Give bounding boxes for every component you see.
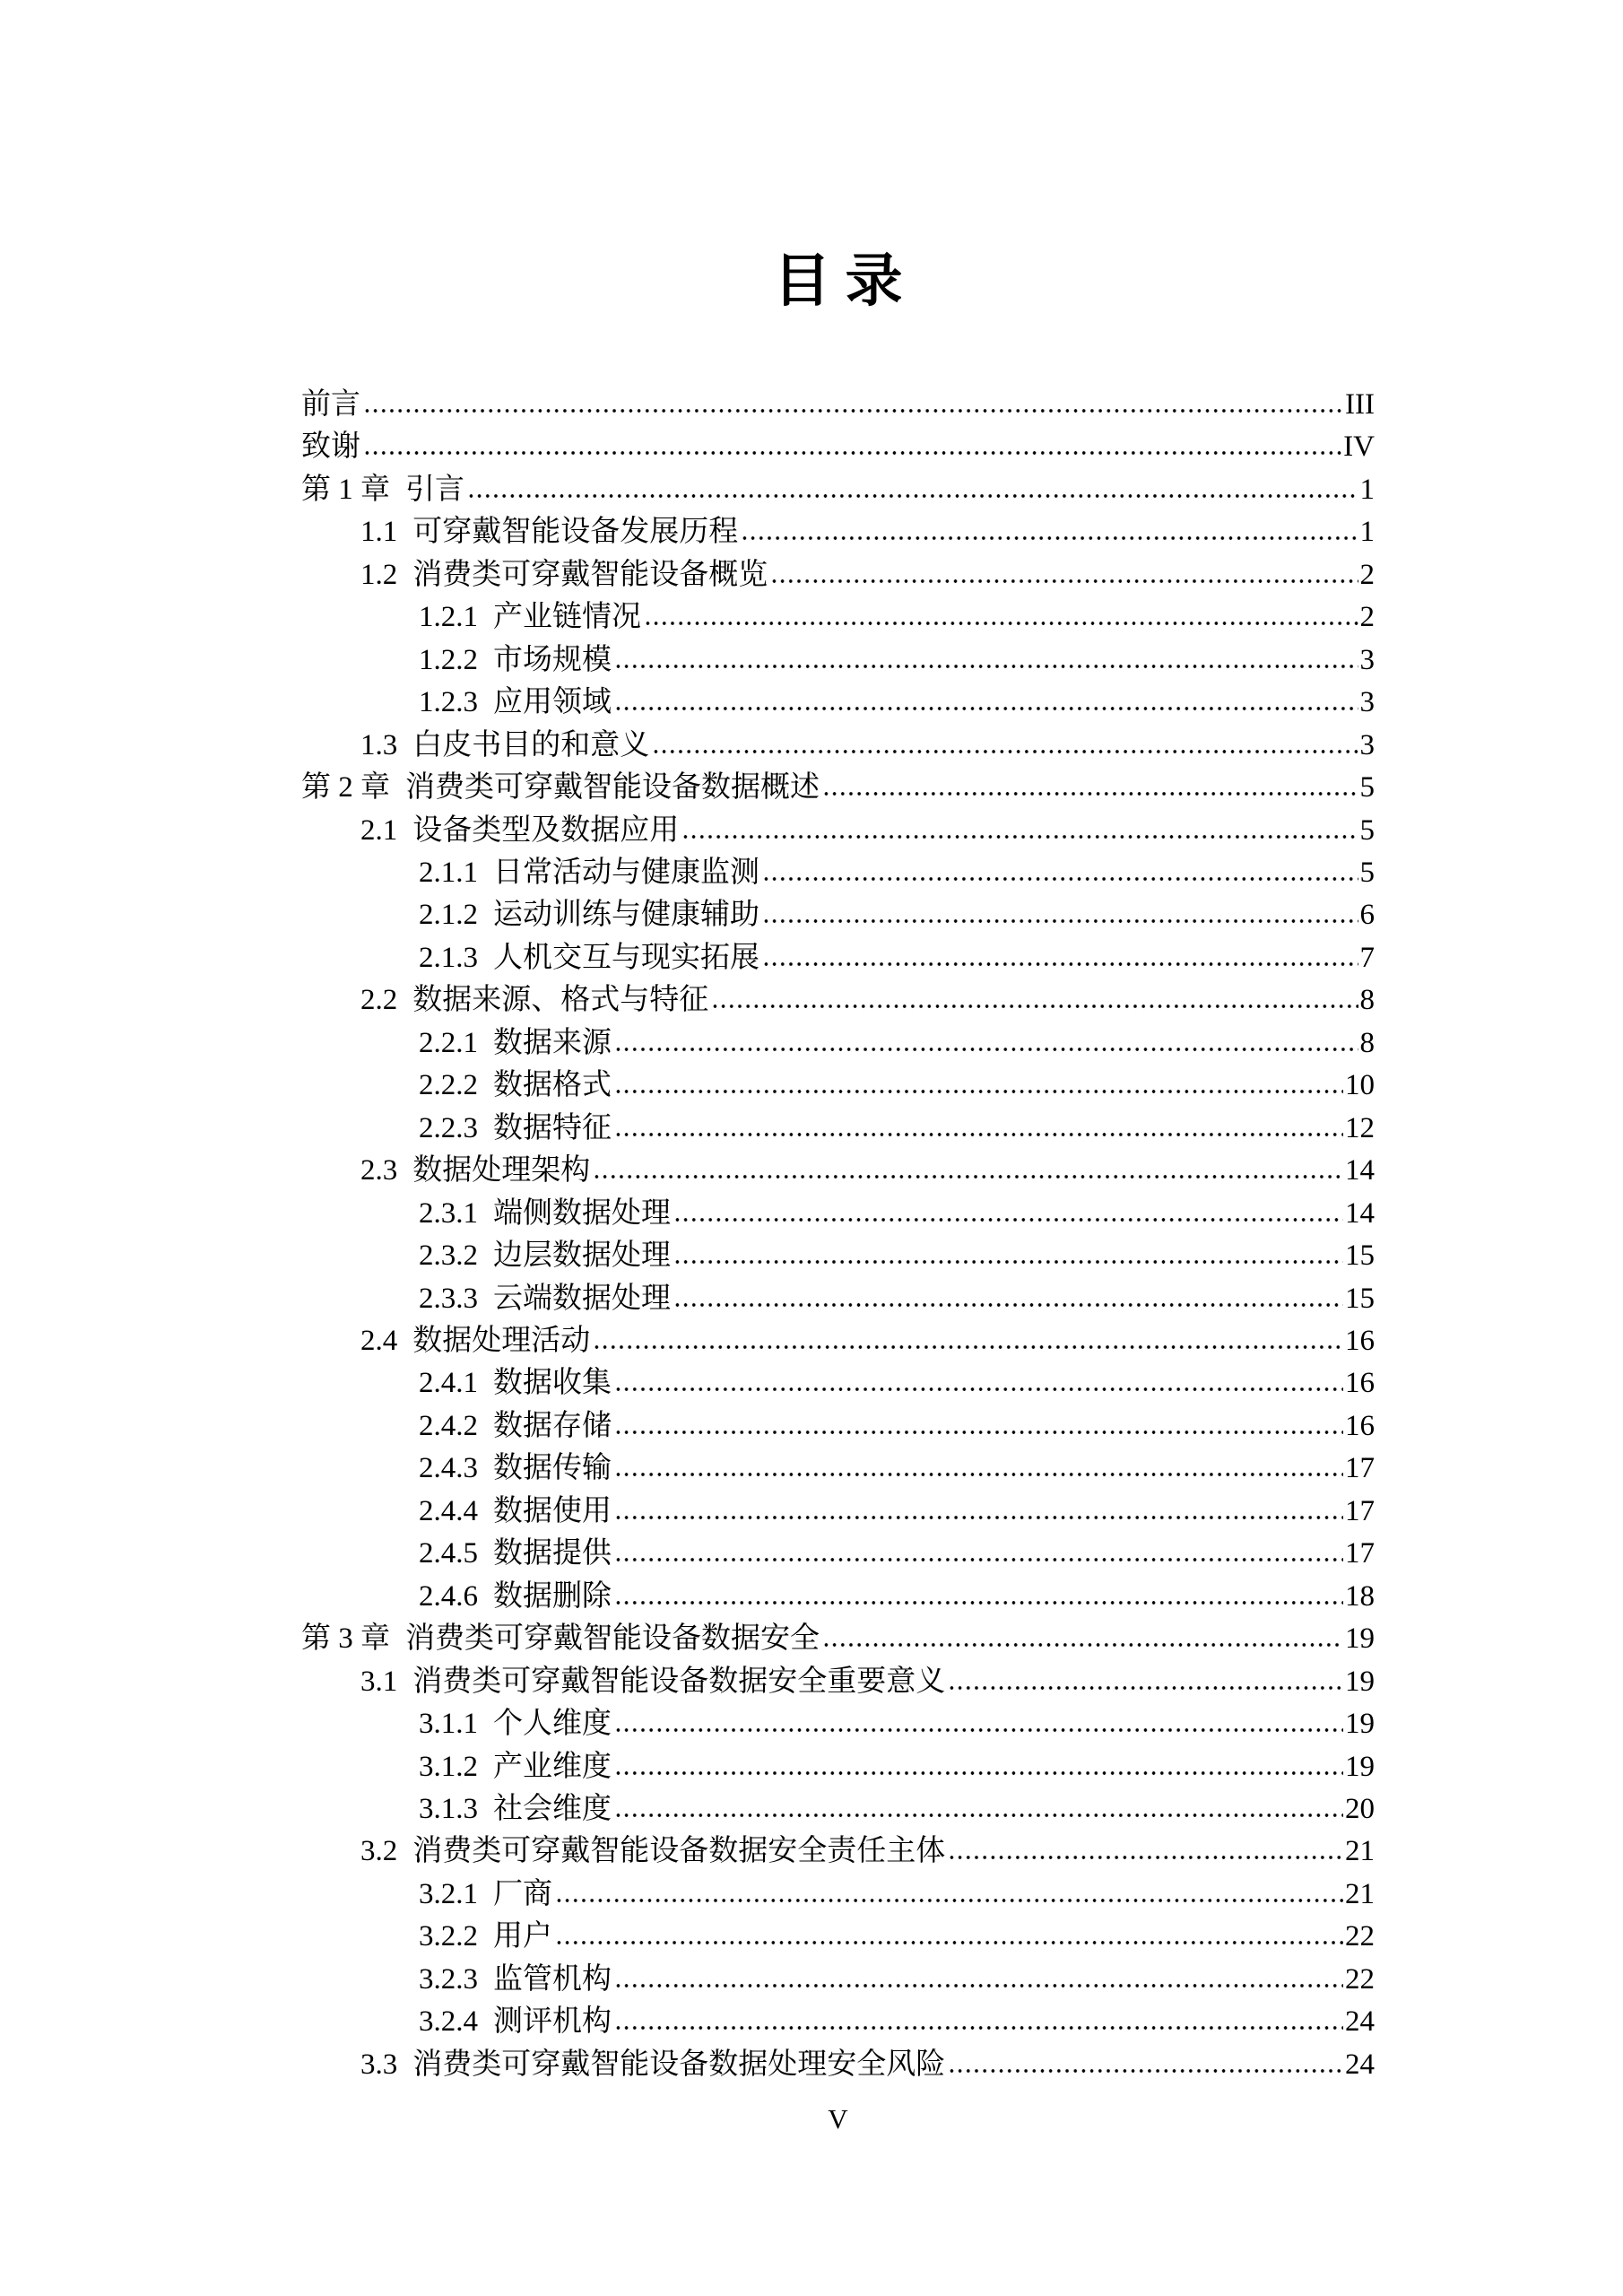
toc-entry-page: 20 — [1345, 1792, 1375, 1825]
dot-leader — [616, 2025, 1343, 2031]
toc-entry-page: 14 — [1345, 1196, 1375, 1230]
dot-leader — [616, 1472, 1343, 1477]
toc-entry-title: 数据处理架构 — [412, 1154, 591, 1187]
toc-entry-title: 可穿戴智能设备发展历程 — [412, 516, 739, 549]
toc-entry-page: 15 — [1345, 1239, 1375, 1273]
dot-leader — [469, 493, 1358, 499]
toc-entry-page: 1 — [1359, 516, 1375, 549]
toc-entry[interactable] — [301, 1576, 1375, 1618]
toc-entry-page: 5 — [1359, 856, 1375, 889]
toc-entry-number: 2.4.6 — [419, 1579, 478, 1613]
toc-entry[interactable] — [301, 1491, 1375, 1533]
dot-leader — [950, 1685, 1343, 1691]
toc-entry[interactable] — [301, 554, 1375, 596]
toc-entry[interactable] — [301, 1959, 1375, 2001]
toc-entry[interactable] — [301, 1193, 1375, 1235]
toc-entry-title: 数据收集 — [493, 1367, 612, 1400]
toc-entry-number: 2.3.2 — [419, 1239, 478, 1273]
dot-leader — [365, 408, 1343, 413]
toc-entry[interactable] — [301, 1661, 1375, 1703]
dot-leader — [772, 578, 1358, 584]
toc-entry-page: 6 — [1359, 899, 1375, 932]
dot-leader — [365, 450, 1341, 456]
toc-entry[interactable] — [301, 1320, 1375, 1362]
toc-entry-title: 数据处理活动 — [412, 1324, 591, 1357]
toc-entry[interactable] — [301, 2001, 1375, 2043]
toc-entry-number: 2.4.1 — [419, 1367, 478, 1400]
toc-entry[interactable] — [301, 426, 1375, 468]
page-title: 目录 — [773, 249, 917, 313]
toc-entry-title: 致谢 — [301, 430, 360, 464]
toc-entry-number: 2.4.2 — [419, 1409, 478, 1442]
toc-entry-title: 数据来源 — [493, 1026, 612, 1059]
toc-entry-number: 2.1 — [360, 813, 398, 847]
toc-entry-page: 21 — [1345, 1835, 1375, 1868]
toc-entry[interactable] — [301, 1788, 1375, 1831]
dot-leader — [616, 1430, 1343, 1435]
dot-leader — [654, 749, 1358, 754]
toc-entry-title: 应用领域 — [493, 686, 612, 719]
toc-entry-title: 监管机构 — [493, 1962, 612, 1996]
dot-leader — [557, 1898, 1343, 1903]
toc-entry-page: 2 — [1359, 601, 1375, 634]
toc-entry[interactable] — [301, 1405, 1375, 1448]
toc-entry-page: 8 — [1359, 984, 1375, 1017]
toc-entry-title: 数据存储 — [493, 1409, 612, 1442]
toc-entry-title: 消费类可穿戴智能设备数据安全重要意义 — [412, 1665, 946, 1698]
toc-entry-number: 2.2.3 — [419, 1111, 478, 1144]
toc-entry-number: 2.3.3 — [419, 1282, 478, 1315]
toc-entry-number: 3.1.3 — [419, 1792, 478, 1825]
toc-entry[interactable] — [301, 1150, 1375, 1192]
dot-leader — [675, 1217, 1343, 1222]
toc-entry-number: 1.1 — [360, 516, 398, 549]
toc-entry-number: 第 2 章 — [301, 771, 390, 804]
toc-entry[interactable] — [301, 1831, 1375, 1873]
toc-entry[interactable] — [301, 1278, 1375, 1320]
toc-entry-number: 2.1.2 — [419, 899, 478, 932]
toc-entry-page: 19 — [1345, 1665, 1375, 1698]
toc-entry-title: 引言 — [405, 473, 464, 506]
dot-leader — [616, 1600, 1343, 1605]
footer-page-number: V — [828, 2103, 848, 2135]
toc-entry-page: 22 — [1345, 1920, 1375, 1953]
toc-entry-title: 社会维度 — [493, 1792, 612, 1825]
toc-entry-number: 3.2 — [360, 1835, 398, 1868]
toc-entry[interactable] — [301, 1746, 1375, 1788]
toc-entry[interactable] — [301, 1362, 1375, 1405]
toc-entry[interactable] — [301, 1108, 1375, 1150]
toc-entry-number: 2.2.1 — [419, 1026, 478, 1059]
dot-leader — [616, 1770, 1343, 1776]
toc-entry-number: 1.2.3 — [419, 686, 478, 719]
toc-list — [301, 384, 1375, 2086]
toc-entry-number: 第 3 章 — [301, 1622, 390, 1656]
toc-entry-title: 用户 — [493, 1920, 552, 1953]
toc-entry[interactable] — [301, 1022, 1375, 1065]
toc-entry-page: 7 — [1359, 941, 1375, 974]
toc-entry-title: 市场规模 — [493, 643, 612, 676]
toc-entry-number: 2.1.3 — [419, 941, 478, 974]
toc-entry-title: 设备类型及数据应用 — [412, 813, 680, 847]
toc-entry-page: IV — [1343, 430, 1375, 464]
toc-entry[interactable] — [301, 894, 1375, 936]
toc-entry-page: 18 — [1345, 1579, 1375, 1613]
toc-entry[interactable] — [301, 979, 1375, 1022]
toc-entry-title: 消费类可穿戴智能设备数据处理安全风险 — [412, 2048, 946, 2081]
toc-entry-page: 3 — [1359, 643, 1375, 676]
dot-leader — [764, 918, 1358, 924]
toc-entry[interactable] — [301, 1448, 1375, 1490]
toc-entry[interactable] — [301, 767, 1375, 809]
toc-entry-page: 1 — [1359, 473, 1375, 506]
toc-entry-page: 12 — [1345, 1111, 1375, 1144]
toc-entry-number: 1.3 — [360, 728, 398, 761]
toc-entry-page: 3 — [1359, 728, 1375, 761]
toc-entry-number: 2.4.4 — [419, 1494, 478, 1527]
toc-entry-title: 云端数据处理 — [493, 1282, 671, 1315]
toc-entry-number: 2.2 — [360, 984, 398, 1017]
toc-entry-page: 8 — [1359, 1026, 1375, 1059]
toc-entry[interactable] — [301, 1916, 1375, 1958]
dot-leader — [950, 1855, 1343, 1860]
toc-entry[interactable] — [301, 1618, 1375, 1660]
dot-leader — [616, 1983, 1343, 1988]
toc-entry-page: 16 — [1345, 1324, 1375, 1357]
dot-leader — [616, 1387, 1343, 1392]
toc-entry-number: 2.4.3 — [419, 1452, 478, 1485]
toc-entry-title: 数据格式 — [493, 1069, 612, 1102]
toc-entry[interactable] — [301, 937, 1375, 979]
toc-entry[interactable] — [301, 725, 1375, 767]
dot-leader — [824, 1642, 1343, 1648]
dot-leader — [742, 535, 1358, 541]
toc-entry-page: III — [1345, 388, 1375, 421]
toc-entry-title: 数据来源、格式与特征 — [412, 984, 709, 1017]
toc-entry-page: 24 — [1345, 2048, 1375, 2081]
dot-leader — [595, 1344, 1343, 1350]
dot-leader — [557, 1940, 1343, 1945]
toc-entry-title: 产业链情况 — [493, 601, 641, 634]
toc-entry[interactable] — [301, 1874, 1375, 1916]
toc-entry-title: 日常活动与健康监测 — [493, 856, 759, 889]
toc-entry-number: 3.1.2 — [419, 1750, 478, 1783]
dot-leader — [764, 876, 1358, 882]
toc-entry-title: 数据删除 — [493, 1579, 612, 1613]
toc-entry-number: 3.3 — [360, 2048, 398, 2081]
toc-entry-number: 3.2.2 — [419, 1920, 478, 1953]
dot-leader — [595, 1174, 1343, 1179]
toc-entry[interactable] — [301, 1065, 1375, 1107]
toc-entry-page: 19 — [1345, 1750, 1375, 1783]
toc-entry-title: 消费类可穿戴智能设备数据安全 — [405, 1622, 820, 1656]
toc-entry[interactable] — [301, 596, 1375, 639]
dot-leader — [616, 664, 1358, 669]
dot-leader — [616, 1047, 1358, 1052]
toc-entry-title: 个人维度 — [493, 1708, 612, 1741]
toc-entry[interactable] — [301, 682, 1375, 724]
toc-entry-page: 17 — [1345, 1537, 1375, 1570]
dot-leader — [675, 1259, 1343, 1265]
dot-leader — [616, 1515, 1343, 1520]
toc-entry-page: 2 — [1359, 558, 1375, 591]
toc-entry-number: 3.2.3 — [419, 1962, 478, 1996]
toc-entry-title: 边层数据处理 — [493, 1239, 671, 1273]
toc-entry-title: 测评机构 — [493, 2005, 612, 2039]
toc-entry-number: 1.2.1 — [419, 601, 478, 634]
toc-entry[interactable] — [301, 639, 1375, 682]
toc-entry-title: 数据提供 — [493, 1537, 612, 1570]
dot-leader — [616, 1557, 1343, 1562]
toc-entry-title: 白皮书目的和意义 — [412, 728, 650, 761]
toc-entry-title: 人机交互与现实拓展 — [493, 941, 759, 974]
toc-entry-page: 10 — [1345, 1069, 1375, 1102]
toc-entry-title: 数据传输 — [493, 1452, 612, 1485]
toc-entry[interactable] — [301, 469, 1375, 511]
toc-entry-title: 端侧数据处理 — [493, 1196, 671, 1230]
dot-leader — [616, 706, 1358, 711]
toc-entry-page: 16 — [1345, 1409, 1375, 1442]
toc-entry-number: 2.3.1 — [419, 1196, 478, 1230]
toc-entry-title: 数据使用 — [493, 1494, 612, 1527]
dot-leader — [646, 621, 1358, 626]
toc-entry-number: 2.4.5 — [419, 1537, 478, 1570]
toc-entry-page: 5 — [1359, 771, 1375, 804]
toc-entry-title: 运动训练与健康辅助 — [493, 899, 759, 932]
toc-entry-page: 24 — [1345, 2005, 1375, 2039]
toc-entry[interactable] — [301, 1533, 1375, 1575]
toc-entry-page: 16 — [1345, 1367, 1375, 1400]
toc-entry-number: 2.1.1 — [419, 856, 478, 889]
toc-entry-page: 17 — [1345, 1494, 1375, 1527]
toc-entry-number: 2.2.2 — [419, 1069, 478, 1102]
toc-entry-number: 3.2.1 — [419, 1877, 478, 1910]
dot-leader — [683, 834, 1358, 839]
dot-leader — [675, 1302, 1343, 1308]
toc-entry-page: 14 — [1345, 1154, 1375, 1187]
toc-entry-page: 15 — [1345, 1282, 1375, 1315]
toc-entry-page: 22 — [1345, 1962, 1375, 1996]
toc-entry-title: 产业维度 — [493, 1750, 612, 1783]
dot-leader — [616, 1089, 1343, 1094]
toc-entry-page: 17 — [1345, 1452, 1375, 1485]
toc-entry-page: 3 — [1359, 686, 1375, 719]
dot-leader — [950, 2068, 1343, 2074]
dot-leader — [764, 961, 1358, 967]
toc-entry-number: 1.2.2 — [419, 643, 478, 676]
toc-entry-title: 消费类可穿戴智能设备数据安全责任主体 — [412, 1835, 946, 1868]
toc-entry-number: 第 1 章 — [301, 473, 390, 506]
toc-entry[interactable] — [301, 810, 1375, 852]
toc-entry-number: 2.4 — [360, 1324, 398, 1357]
dot-leader — [713, 1004, 1358, 1009]
toc-entry-title: 消费类可穿戴智能设备数据概述 — [405, 771, 820, 804]
toc-entry[interactable] — [301, 2044, 1375, 2086]
toc-entry-page: 21 — [1345, 1877, 1375, 1910]
dot-leader — [616, 1727, 1343, 1733]
toc-entry-page: 19 — [1345, 1622, 1375, 1656]
toc-entry-title: 数据特征 — [493, 1111, 612, 1144]
toc-entry-title: 厂商 — [493, 1877, 552, 1910]
toc-entry-number: 2.3 — [360, 1154, 398, 1187]
dot-leader — [824, 791, 1358, 796]
dot-leader — [616, 1132, 1343, 1137]
toc-entry-number: 1.2 — [360, 558, 398, 591]
toc-entry[interactable] — [301, 511, 1375, 553]
toc-entry-title: 前言 — [301, 388, 360, 421]
dot-leader — [616, 1813, 1343, 1818]
toc-entry[interactable] — [301, 1235, 1375, 1277]
toc-entry-page: 19 — [1345, 1708, 1375, 1741]
toc-entry-number: 3.1 — [360, 1665, 398, 1698]
toc-entry-number: 3.2.4 — [419, 2005, 478, 2039]
toc-entry[interactable] — [301, 852, 1375, 894]
toc-entry-page: 5 — [1359, 813, 1375, 847]
toc-entry-number: 3.1.1 — [419, 1708, 478, 1741]
toc-entry[interactable] — [301, 384, 1375, 426]
toc-entry-title: 消费类可穿戴智能设备概览 — [412, 558, 768, 591]
toc-entry[interactable] — [301, 1703, 1375, 1745]
